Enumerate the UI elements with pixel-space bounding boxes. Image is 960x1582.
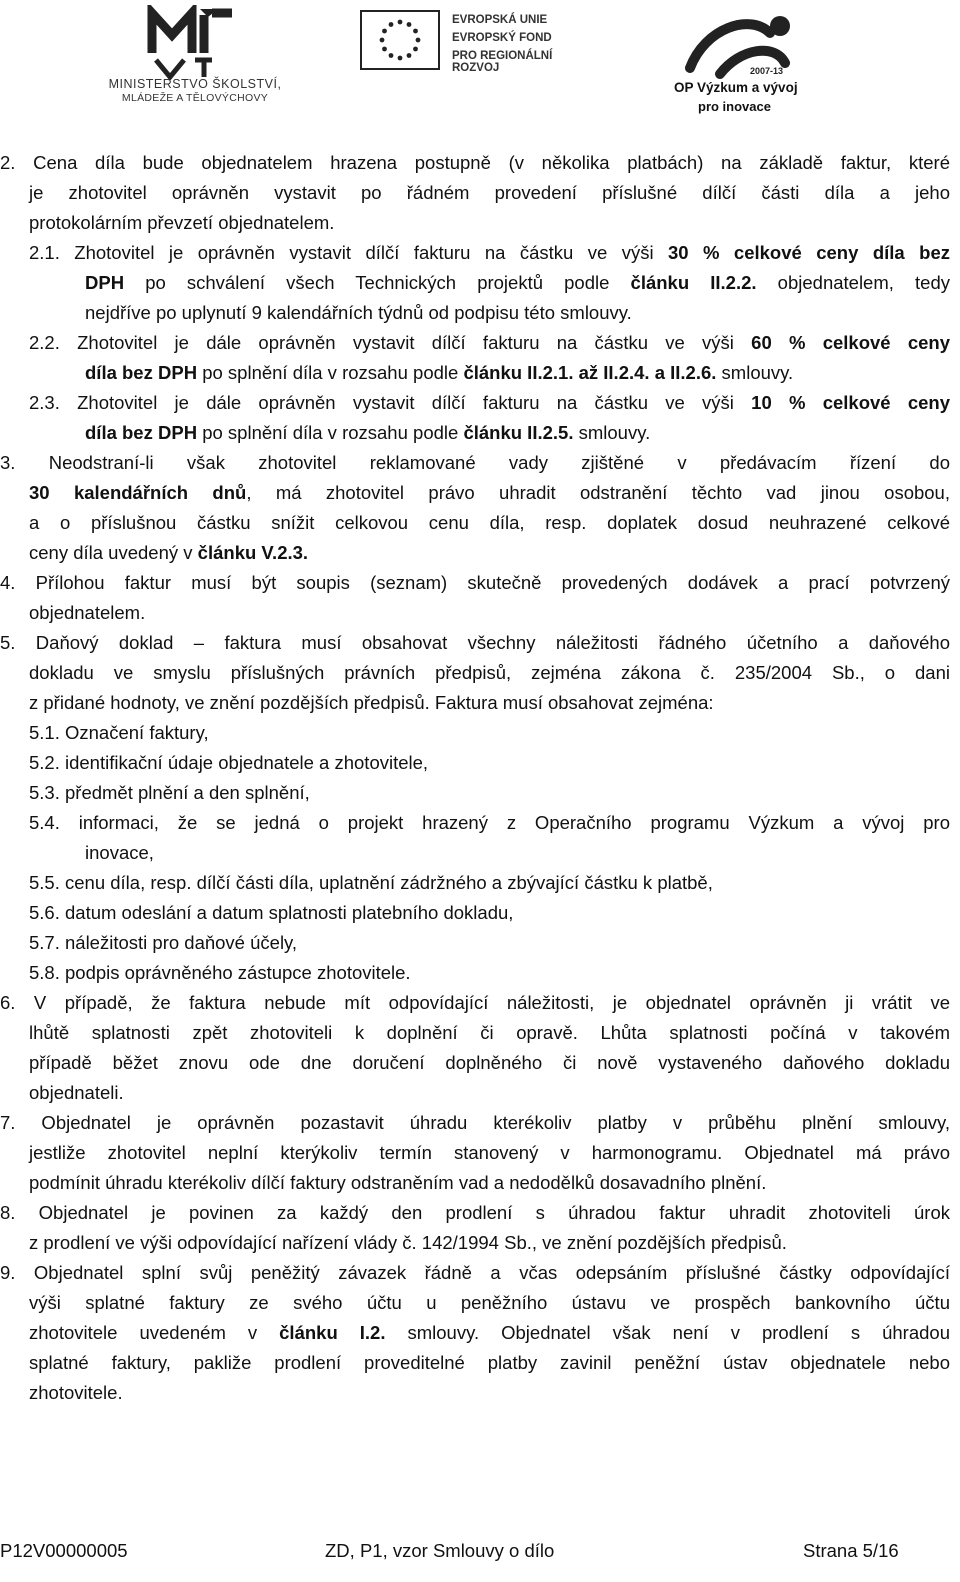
msmt-line2: MLÁDEŽE A TĚLOVÝCHOVY — [121, 92, 269, 104]
text-line: a o příslušnou částku snížit celkovou cenu díla, resp. doplatek dosud neuhrazené celkové — [29, 512, 950, 533]
bold-span: díla bez DPH — [85, 362, 198, 383]
msmt-logo — [100, 5, 290, 105]
text-line — [85, 358, 793, 388]
op-line1: OP Výzkum a vývoj — [674, 80, 798, 95]
text-span: po splnění díla v rozsahu podle — [197, 362, 464, 383]
text-span: smlouvy. — [573, 422, 651, 443]
bold-span: 30 kalendářních dnů — [29, 482, 247, 503]
text-line — [29, 388, 950, 418]
eu-flag-icon — [360, 10, 440, 70]
text-line: 9. Objednatel splní svůj peněžitý závazek řádně a včas odepsáním příslušné částky odpovídající — [0, 1262, 950, 1283]
bold-span: článku V.2.3. — [197, 542, 309, 563]
text-line: dokladu ve smyslu příslušných právních předpisů, zejména zákona č. 235/2004 Sb., o dani — [29, 662, 950, 683]
text-line: 5.8. podpis oprávněného zástupce zhotovitele. — [29, 962, 411, 983]
text-line — [85, 418, 650, 448]
text-line: 5.6. datum odeslání a datum splatnosti platebního dokladu, — [29, 902, 514, 923]
bold-span: 10 % celkové ceny — [751, 392, 950, 413]
text-span: po splnění díla v rozsahu podle — [197, 422, 464, 443]
text-line: 5.1. Označení faktury, — [29, 722, 209, 743]
bold-span: 30 % celkové ceny díla bez — [668, 242, 950, 263]
text-span: po schválení všech Technických projektů podle — [124, 272, 631, 293]
text-span: 2.2. Zhotovitel je dále oprávněn vystavit dílčí fakturu na částku ve výši — [29, 332, 752, 353]
text-line — [29, 1318, 950, 1348]
eu-line2: EVROPSKÝ FOND — [452, 32, 552, 44]
text-line — [85, 268, 950, 298]
text-line: inovace, — [85, 842, 154, 863]
text-line: z přidané hodnoty, ve znění pozdějších předpisů. Faktura musí obsahovat zejména: — [29, 692, 714, 713]
text-line: zhotovitele. — [29, 1382, 123, 1403]
text-line — [29, 478, 950, 508]
text-line: objednateli. — [29, 1082, 124, 1103]
text-span: 2.3. Zhotovitel je dále oprávněn vystavit dílčí fakturu na částku ve výši — [29, 392, 752, 413]
bold-span: článku II.2.1. až II.2.4. a II.2.6. — [463, 362, 717, 383]
text-line — [29, 328, 950, 358]
bold-span: článku I.2. — [279, 1322, 386, 1343]
op-years: 2007-13 — [750, 66, 784, 76]
text-line: nejdříve po uplynutí 9 kalendářních týdnů od podpisu této smlouvy. — [85, 302, 632, 323]
text-span: smlouvy. Objednatel však není v prodlení s úhradou — [385, 1322, 950, 1343]
op-line2: pro inovace — [698, 99, 771, 114]
text-line: je zhotovitel oprávněn vystavit po řádném provedení příslušné dílčí části díla a jeho — [29, 182, 950, 203]
text-line: 5.4. informaci, že se jedná o projekt hrazený z Operačního programu Výzkum a vývoj pro — [29, 812, 950, 833]
bold-span: článku II.2.2. — [630, 272, 757, 293]
text-line: 6. V případě, že faktura nebude mít odpovídající náležitosti, je objednatel oprávněn ji vrátit ve — [0, 992, 950, 1013]
footer-document-id: P12V00000005 — [0, 1540, 128, 1561]
text-line: jestliže zhotovitel neplní kterýkoliv termín stanovený v harmonogramu. Objednatel má právo — [29, 1142, 950, 1163]
page-footer — [0, 1540, 960, 1570]
text-line: 5.5. cenu díla, resp. dílčí části díla, uplatnění zádržného a zbývající částku k platbě, — [29, 872, 713, 893]
header-logos — [0, 0, 960, 125]
text-line: 7. Objednatel je oprávněn pozastavit úhradu kterékoliv platby v průběhu plnění smlouvy, — [0, 1112, 950, 1133]
op-vavpi-logo — [660, 8, 830, 118]
bold-span: článku II.2.5. — [463, 422, 574, 443]
text-line: 8. Objednatel je povinen za každý den prodlení s úhradou faktur uhradit zhotoviteli úrok — [0, 1202, 950, 1223]
footer-document-title: ZD, P1, vzor Smlouvy o dílo — [325, 1540, 555, 1561]
text-line: 5.3. předmět plnění a den splnění, — [29, 782, 310, 803]
text-line: lhůtě splatnosti zpět zhotoviteli k doplnění či opravě. Lhůta splatnosti počíná v takovém — [29, 1022, 950, 1043]
msmt-line1: MINISTERSTVO ŠKOLSTVÍ, — [108, 77, 282, 91]
eu-line1: EVROPSKÁ UNIE — [452, 14, 548, 26]
text-line: protokolárním převzetí objednatelem. — [29, 212, 335, 233]
bold-span: díla bez DPH — [85, 422, 198, 443]
text-line: výši splatné faktury ze svého účtu u peněžního ústavu ve prospěch bankovního účtu — [29, 1292, 950, 1313]
op-swirl-icon — [660, 8, 830, 80]
eu-logo — [360, 10, 580, 80]
text-line — [29, 538, 308, 568]
text-span: ceny díla uvedený v — [29, 542, 198, 563]
text-span: zhotovitele uvedeném v — [29, 1322, 280, 1343]
text-line: 5.7. náležitosti pro daňové účely, — [29, 932, 298, 953]
text-span: , má zhotovitel právo uhradit odstranění těchto vad jinou osobou, — [246, 482, 950, 503]
text-line: splatné faktury, pakliže prodlení proveditelné platby zavinil peněžní ústav objednatele nebo — [29, 1352, 950, 1373]
footer-page-number: Strana 5/16 — [803, 1540, 899, 1561]
msmt-emblem-icon — [100, 5, 290, 80]
text-span: objednatelem, tedy — [756, 272, 950, 293]
text-line: 4. Přílohou faktur musí být soupis (seznam) skutečně provedených dodávek a prací potvrzený — [0, 572, 950, 593]
text-line: podmínit úhradu kterékoliv dílčí faktury odstraněním vad a nedodělků dosavadního plnění. — [29, 1172, 767, 1193]
eu-line3: PRO REGIONÁLNÍ ROZVOJ — [452, 50, 553, 74]
text-line: z prodlení ve výši odpovídající nařízení vlády č. 142/1994 Sb., ve znění pozdějších předpisů. — [29, 1232, 787, 1253]
text-span: 2.1. Zhotovitel je oprávněn vystavit dílčí fakturu na částku ve výši — [29, 242, 669, 263]
bold-span: DPH — [85, 272, 125, 293]
text-line: případě běžet znovu ode dne doručení doplněného či nově vystaveného daňového dokladu — [29, 1052, 950, 1073]
text-line: 5.2. identifikační údaje objednatele a zhotovitele, — [29, 752, 429, 773]
text-line: 2. Cena díla bude objednatelem hrazena postupně (v několika platbách) na základě faktur, které — [0, 152, 950, 173]
text-line: 3. Neodstraní-li však zhotovitel reklamované vady zjištěné v předávacím řízení do — [0, 452, 950, 473]
text-line — [29, 238, 950, 268]
text-line: objednatelem. — [29, 602, 146, 623]
bold-span: 60 % celkové ceny — [751, 332, 950, 353]
text-line: 5. Daňový doklad – faktura musí obsahovat všechny náležitosti řádného účetního a daňového — [0, 632, 950, 653]
text-span: smlouvy. — [716, 362, 794, 383]
